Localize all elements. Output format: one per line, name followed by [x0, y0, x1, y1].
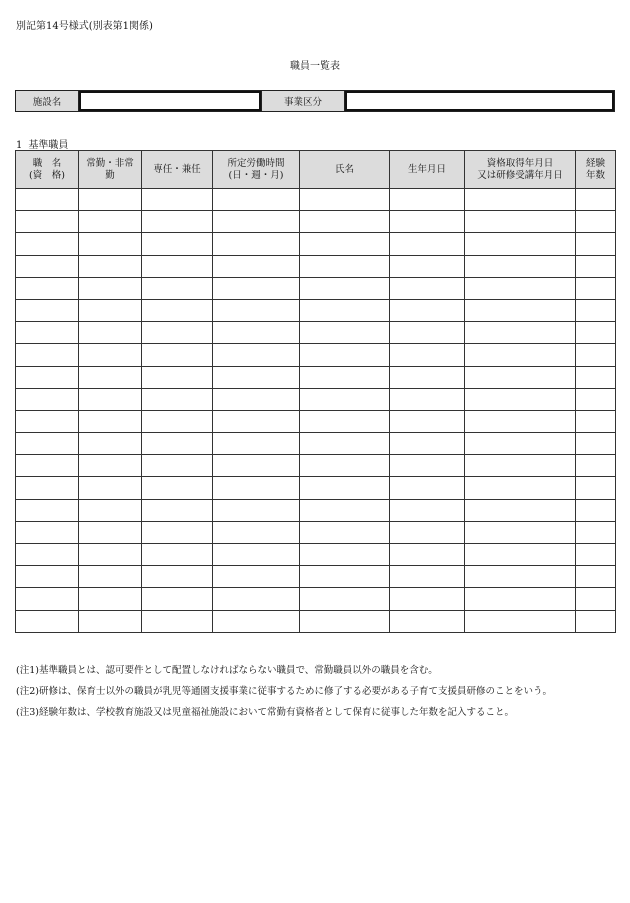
- table-cell[interactable]: [79, 366, 142, 388]
- table-cell[interactable]: [576, 477, 616, 499]
- table-cell[interactable]: [576, 233, 616, 255]
- header-birth-date: 生年月日: [390, 151, 465, 189]
- table-cell[interactable]: [390, 521, 465, 543]
- table-cell[interactable]: [142, 388, 213, 410]
- header-employment-type: 常勤・非常 勤: [79, 151, 142, 189]
- table-cell[interactable]: [465, 477, 576, 499]
- table-cell[interactable]: [465, 455, 576, 477]
- table-cell[interactable]: [390, 189, 465, 211]
- table-cell[interactable]: [390, 366, 465, 388]
- page-title: 職員一覧表: [290, 61, 340, 72]
- table-cell[interactable]: [213, 410, 300, 432]
- table-cell[interactable]: [465, 233, 576, 255]
- table-cell[interactable]: [465, 410, 576, 432]
- table-cell[interactable]: [142, 233, 213, 255]
- header-experience-years: 経験 年数: [576, 151, 616, 189]
- table-cell[interactable]: [79, 189, 142, 211]
- section-title: 基準職員: [28, 140, 69, 151]
- table-cell[interactable]: [300, 233, 390, 255]
- table-cell[interactable]: [16, 410, 79, 432]
- table-cell[interactable]: [465, 344, 576, 366]
- table-cell[interactable]: [79, 566, 142, 588]
- table-cell[interactable]: [576, 499, 616, 521]
- staff-table-body: [16, 189, 616, 633]
- table-row: [16, 255, 616, 277]
- table-row: [16, 477, 616, 499]
- table-cell[interactable]: [390, 322, 465, 344]
- table-cell[interactable]: [142, 277, 213, 299]
- table-cell[interactable]: [142, 344, 213, 366]
- table-cell[interactable]: [576, 255, 616, 277]
- table-cell[interactable]: [213, 544, 300, 566]
- table-row: [16, 366, 616, 388]
- table-cell[interactable]: [213, 455, 300, 477]
- table-cell[interactable]: [142, 566, 213, 588]
- table-cell[interactable]: [213, 388, 300, 410]
- table-cell[interactable]: [213, 610, 300, 632]
- facility-info-row: [15, 90, 615, 112]
- table-cell[interactable]: [576, 189, 616, 211]
- section-number: 1: [16, 140, 23, 151]
- table-cell[interactable]: [79, 499, 142, 521]
- table-cell[interactable]: [576, 277, 616, 299]
- table-cell[interactable]: [576, 211, 616, 233]
- table-cell[interactable]: [79, 610, 142, 632]
- table-cell[interactable]: [300, 544, 390, 566]
- table-cell[interactable]: [16, 388, 79, 410]
- table-cell[interactable]: [213, 344, 300, 366]
- table-cell[interactable]: [213, 433, 300, 455]
- note-2: (注2)研修は、保育士以外の職員が乳児等通園支援事業に従事するために修了する必要がある子育て支援員研修のことをいう。: [16, 686, 552, 697]
- table-cell[interactable]: [300, 477, 390, 499]
- table-cell[interactable]: [300, 344, 390, 366]
- table-cell[interactable]: [576, 433, 616, 455]
- table-cell[interactable]: [300, 521, 390, 543]
- table-cell[interactable]: [576, 521, 616, 543]
- table-row: [16, 566, 616, 588]
- table-cell[interactable]: [465, 521, 576, 543]
- table-cell[interactable]: [16, 477, 79, 499]
- table-cell[interactable]: [465, 544, 576, 566]
- table-row: [16, 388, 616, 410]
- table-cell[interactable]: [576, 610, 616, 632]
- table-cell[interactable]: [213, 588, 300, 610]
- table-cell[interactable]: [79, 521, 142, 543]
- table-cell[interactable]: [465, 211, 576, 233]
- staff-table: [15, 150, 616, 633]
- table-cell[interactable]: [213, 366, 300, 388]
- table-cell[interactable]: [465, 366, 576, 388]
- table-cell[interactable]: [213, 477, 300, 499]
- table-row: [16, 233, 616, 255]
- table-row: [16, 455, 616, 477]
- table-cell[interactable]: [16, 566, 79, 588]
- table-cell[interactable]: [142, 588, 213, 610]
- table-cell[interactable]: [300, 211, 390, 233]
- table-cell[interactable]: [16, 255, 79, 277]
- table-cell[interactable]: [142, 499, 213, 521]
- table-cell[interactable]: [300, 277, 390, 299]
- table-cell[interactable]: [16, 322, 79, 344]
- table-cell[interactable]: [390, 610, 465, 632]
- table-cell[interactable]: [16, 211, 79, 233]
- table-row: [16, 588, 616, 610]
- table-cell[interactable]: [79, 299, 142, 321]
- header-assignment: 専任・兼任: [142, 151, 213, 189]
- table-cell[interactable]: [213, 255, 300, 277]
- table-cell[interactable]: [300, 189, 390, 211]
- table-cell[interactable]: [576, 344, 616, 366]
- table-cell[interactable]: [390, 388, 465, 410]
- table-cell[interactable]: [300, 433, 390, 455]
- header-name: 氏名: [300, 151, 390, 189]
- table-cell[interactable]: [16, 588, 79, 610]
- table-cell[interactable]: [79, 588, 142, 610]
- table-cell[interactable]: [465, 189, 576, 211]
- table-cell[interactable]: [142, 299, 213, 321]
- business-category-label: 事業区分: [261, 91, 345, 111]
- form-number: 別記第14号様式(別表第1関係): [16, 21, 153, 32]
- section-heading: [16, 136, 68, 151]
- table-row: [16, 410, 616, 432]
- notes: [16, 665, 616, 728]
- table-cell[interactable]: [213, 499, 300, 521]
- note-3: (注3)経験年数は、学校教育施設又は児童福祉施設において常勤有資格者として保育に従事した年数を記入すること。: [16, 707, 514, 718]
- table-cell[interactable]: [79, 322, 142, 344]
- table-cell[interactable]: [576, 410, 616, 432]
- table-cell[interactable]: [79, 255, 142, 277]
- table-cell[interactable]: [142, 366, 213, 388]
- table-cell[interactable]: [390, 588, 465, 610]
- table-cell[interactable]: [300, 388, 390, 410]
- table-cell[interactable]: [79, 211, 142, 233]
- table-cell[interactable]: [576, 366, 616, 388]
- table-row: [16, 299, 616, 321]
- table-cell[interactable]: [213, 521, 300, 543]
- table-cell[interactable]: [390, 277, 465, 299]
- table-cell[interactable]: [576, 299, 616, 321]
- table-cell[interactable]: [300, 255, 390, 277]
- table-cell[interactable]: [465, 277, 576, 299]
- table-cell[interactable]: [79, 544, 142, 566]
- table-cell[interactable]: [576, 588, 616, 610]
- table-row: [16, 521, 616, 543]
- table-row: [16, 322, 616, 344]
- table-cell[interactable]: [390, 544, 465, 566]
- table-cell[interactable]: [142, 477, 213, 499]
- table-cell[interactable]: [16, 610, 79, 632]
- table-cell[interactable]: [79, 477, 142, 499]
- table-cell[interactable]: [142, 189, 213, 211]
- table-row: [16, 211, 616, 233]
- table-cell[interactable]: [142, 544, 213, 566]
- table-cell[interactable]: [142, 255, 213, 277]
- table-header-row: [16, 151, 616, 189]
- table-cell[interactable]: [390, 344, 465, 366]
- table-cell[interactable]: [142, 410, 213, 432]
- table-cell[interactable]: [142, 433, 213, 455]
- table-cell[interactable]: [213, 322, 300, 344]
- table-row: [16, 189, 616, 211]
- table-cell[interactable]: [300, 410, 390, 432]
- table-cell[interactable]: [390, 410, 465, 432]
- table-cell[interactable]: [79, 344, 142, 366]
- table-cell[interactable]: [465, 388, 576, 410]
- table-cell[interactable]: [465, 499, 576, 521]
- table-cell[interactable]: [16, 233, 79, 255]
- table-cell[interactable]: [465, 566, 576, 588]
- table-cell[interactable]: [16, 455, 79, 477]
- table-cell[interactable]: [213, 189, 300, 211]
- table-cell[interactable]: [390, 499, 465, 521]
- table-cell[interactable]: [300, 566, 390, 588]
- table-cell[interactable]: [16, 544, 79, 566]
- table-cell[interactable]: [16, 366, 79, 388]
- table-cell[interactable]: [79, 233, 142, 255]
- table-cell[interactable]: [390, 233, 465, 255]
- table-cell[interactable]: [213, 566, 300, 588]
- table-row: [16, 544, 616, 566]
- table-cell[interactable]: [213, 277, 300, 299]
- table-cell[interactable]: [79, 455, 142, 477]
- table-cell[interactable]: [16, 344, 79, 366]
- table-cell[interactable]: [390, 566, 465, 588]
- table-cell[interactable]: [390, 255, 465, 277]
- table-cell[interactable]: [465, 255, 576, 277]
- table-cell[interactable]: [576, 388, 616, 410]
- table-cell[interactable]: [465, 322, 576, 344]
- business-category-field[interactable]: [345, 91, 614, 111]
- table-cell[interactable]: [465, 610, 576, 632]
- table-cell[interactable]: [79, 277, 142, 299]
- table-cell[interactable]: [300, 499, 390, 521]
- table-row: [16, 499, 616, 521]
- table-cell[interactable]: [300, 366, 390, 388]
- table-cell[interactable]: [213, 233, 300, 255]
- table-cell[interactable]: [300, 455, 390, 477]
- table-cell[interactable]: [79, 388, 142, 410]
- table-cell[interactable]: [390, 211, 465, 233]
- table-cell[interactable]: [213, 211, 300, 233]
- table-cell[interactable]: [300, 299, 390, 321]
- header-qualification-date: 資格取得年月日 又は研修受講年月日: [465, 151, 576, 189]
- table-cell[interactable]: [16, 521, 79, 543]
- table-cell[interactable]: [465, 299, 576, 321]
- table-cell[interactable]: [300, 322, 390, 344]
- table-cell[interactable]: [390, 433, 465, 455]
- table-cell[interactable]: [576, 566, 616, 588]
- note-1: (注1)基準職員とは、認可要件として配置しなければならない職員で、常勤職員以外の職員を含む。: [16, 665, 438, 676]
- table-cell[interactable]: [300, 610, 390, 632]
- table-cell[interactable]: [142, 610, 213, 632]
- table-cell[interactable]: [576, 455, 616, 477]
- table-row: [16, 344, 616, 366]
- facility-name-label: 施設名: [16, 91, 79, 111]
- table-row: [16, 277, 616, 299]
- table-cell[interactable]: [142, 521, 213, 543]
- table-cell[interactable]: [576, 544, 616, 566]
- header-job-title: 職 名 (資 格): [16, 151, 79, 189]
- table-cell[interactable]: [390, 299, 465, 321]
- table-row: [16, 610, 616, 632]
- table-cell[interactable]: [16, 189, 79, 211]
- table-cell[interactable]: [213, 299, 300, 321]
- table-cell[interactable]: [79, 433, 142, 455]
- table-cell[interactable]: [390, 455, 465, 477]
- table-cell[interactable]: [79, 410, 142, 432]
- table-cell[interactable]: [142, 322, 213, 344]
- table-cell[interactable]: [16, 433, 79, 455]
- table-cell[interactable]: [390, 477, 465, 499]
- table-cell[interactable]: [465, 433, 576, 455]
- table-cell[interactable]: [465, 588, 576, 610]
- table-cell[interactable]: [16, 277, 79, 299]
- table-cell[interactable]: [576, 322, 616, 344]
- table-cell[interactable]: [300, 588, 390, 610]
- header-working-hours: 所定労働時間 (日・週・月): [213, 151, 300, 189]
- table-cell[interactable]: [142, 455, 213, 477]
- table-row: [16, 433, 616, 455]
- table-cell[interactable]: [16, 499, 79, 521]
- facility-name-field[interactable]: [79, 91, 261, 111]
- table-cell[interactable]: [142, 211, 213, 233]
- table-cell[interactable]: [16, 299, 79, 321]
